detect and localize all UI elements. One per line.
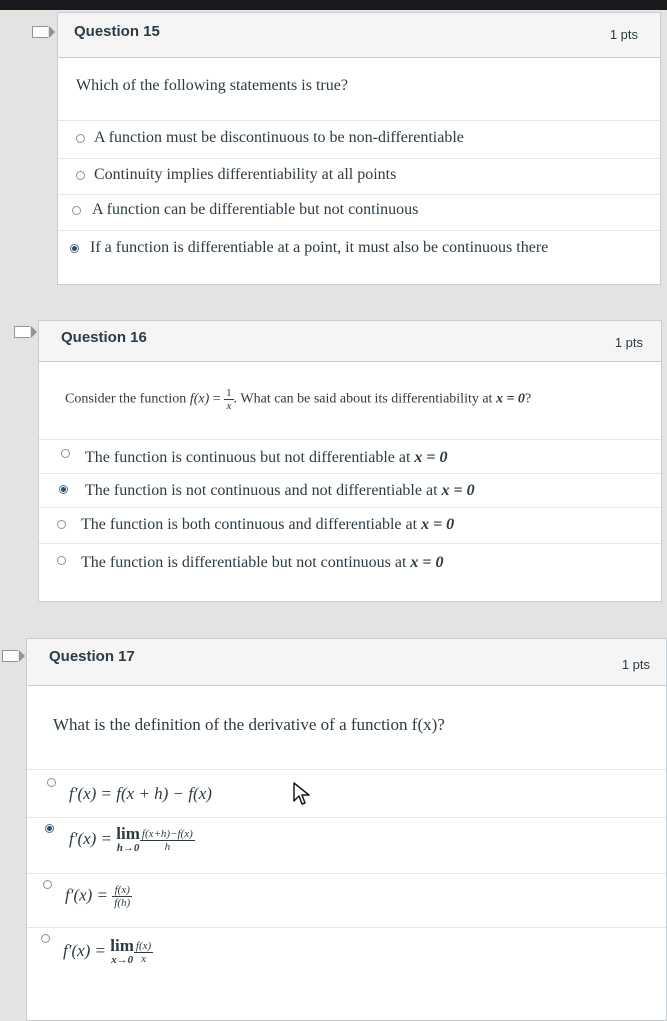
radio-button[interactable] (41, 934, 50, 943)
answer-option[interactable] (58, 120, 660, 159)
flag-question-icon[interactable] (2, 650, 18, 662)
fraction-denominator[interactable]: h (164, 840, 171, 853)
answer-label[interactable]: Continuity implies differentiability at all points (94, 166, 397, 183)
limit-operator[interactable] (116, 826, 140, 854)
answer-option[interactable] (39, 543, 661, 584)
answer-math[interactable]: x = 0 (414, 449, 448, 466)
answer-text[interactable]: The function is continuous but not differentiable at (85, 449, 415, 466)
question-text: What is the definition of the derivative of a function f(x)? (53, 715, 445, 734)
answer-label[interactable]: A function can be differentiable but not continuous (92, 201, 419, 218)
answer-label[interactable] (81, 554, 444, 572)
answer-option[interactable] (27, 769, 666, 818)
question-mark: ? (524, 391, 532, 407)
question-15-card (57, 12, 661, 285)
radio-button-selected[interactable] (70, 244, 79, 253)
variable-expression: x = 0 (495, 391, 525, 407)
question-title: Question 15 (74, 23, 160, 40)
answer-formula[interactable] (69, 784, 212, 804)
fraction (224, 387, 234, 412)
browser-top-bar (0, 0, 667, 10)
fraction[interactable] (140, 828, 195, 853)
formula-lhs[interactable]: f′(x) = (63, 940, 111, 960)
radio-button[interactable] (61, 449, 70, 458)
limit-operator[interactable] (110, 938, 134, 966)
question-17-card (26, 638, 667, 1021)
answer-label[interactable] (85, 449, 448, 467)
question-text (65, 387, 531, 412)
answer-option-selected[interactable] (58, 230, 660, 271)
question-16-card (38, 320, 662, 602)
question-points: 1 pts (609, 27, 638, 42)
question-text-part: Consider the function (65, 391, 190, 407)
answer-math[interactable]: x = 0 (410, 554, 444, 571)
formula-lhs[interactable]: f′(x) = (65, 885, 113, 905)
fraction-denominator[interactable]: x (141, 952, 146, 965)
fraction[interactable] (134, 940, 153, 965)
answer-text[interactable]: The function is not continuous and not differentiable at (85, 482, 442, 499)
radio-button[interactable] (76, 134, 85, 143)
question-title: Question 16 (61, 329, 147, 346)
function-expression: f(x) (189, 391, 210, 407)
answer-label[interactable]: If a function is differentiable at a point, it must also be continuous there (90, 239, 549, 256)
radio-button-selected[interactable] (59, 485, 68, 494)
answer-option-selected[interactable] (39, 473, 661, 508)
equals-sign: = (209, 391, 225, 407)
answer-option-selected[interactable] (27, 817, 666, 874)
limit-subscript[interactable]: h→0 (116, 842, 140, 854)
mouse-pointer-icon (292, 781, 314, 807)
fraction-denominator: x (226, 400, 232, 412)
radio-button[interactable] (76, 171, 85, 180)
answer-label[interactable] (85, 482, 475, 500)
answer-option[interactable] (27, 873, 666, 928)
question-text: Which of the following statements is true? (76, 77, 348, 94)
answer-formula[interactable] (65, 884, 132, 909)
answer-option[interactable] (39, 439, 661, 474)
radio-button[interactable] (57, 556, 66, 565)
answer-text[interactable]: The function is both continuous and differentiable at (81, 516, 422, 533)
formula-rhs[interactable]: f(x + h) − f(x) (116, 784, 212, 803)
limit-label[interactable]: lim (110, 936, 134, 955)
flag-question-icon[interactable] (32, 26, 48, 38)
radio-button[interactable] (72, 206, 81, 215)
answer-text[interactable]: The function is differentiable but not continuous at (81, 554, 411, 571)
radio-button[interactable] (57, 520, 66, 529)
fraction-numerator[interactable]: f(x+h)−f(x) (141, 827, 193, 840)
answer-option[interactable] (39, 507, 661, 544)
question-title: Question 17 (49, 648, 135, 665)
radio-button[interactable] (47, 778, 56, 787)
fraction-numerator[interactable]: f(x) (135, 939, 152, 952)
flag-question-icon[interactable] (14, 326, 30, 338)
answer-option[interactable] (58, 158, 660, 195)
radio-button[interactable] (43, 880, 52, 889)
limit-label[interactable]: lim (116, 824, 140, 843)
question-points: 1 pts (621, 657, 650, 672)
question-15-header (58, 13, 660, 58)
answer-option[interactable] (58, 194, 660, 231)
radio-button-selected[interactable] (45, 824, 54, 833)
question-17-header (27, 639, 666, 686)
formula-lhs[interactable]: f′(x) = (69, 784, 117, 803)
fraction-numerator[interactable]: f(x) (112, 884, 132, 897)
question-16-header (39, 321, 661, 362)
answer-option[interactable] (27, 927, 666, 988)
fraction-denominator[interactable]: f(h) (114, 897, 131, 909)
fraction[interactable] (112, 884, 132, 909)
question-points: 1 pts (614, 335, 643, 350)
answer-label[interactable]: A function must be discontinuous to be non-differentiable (94, 129, 464, 146)
answer-formula[interactable] (69, 826, 195, 854)
answer-math[interactable]: x = 0 (441, 482, 475, 499)
formula-lhs[interactable]: f′(x) = (69, 828, 117, 848)
answer-math[interactable]: x = 0 (421, 516, 455, 533)
answer-label[interactable] (81, 516, 454, 534)
limit-subscript[interactable]: x→0 (111, 954, 134, 966)
question-text-part: . What can be said about its differentiability at (233, 391, 496, 407)
answer-formula[interactable] (63, 938, 153, 966)
fraction-numerator: 1 (226, 387, 232, 399)
